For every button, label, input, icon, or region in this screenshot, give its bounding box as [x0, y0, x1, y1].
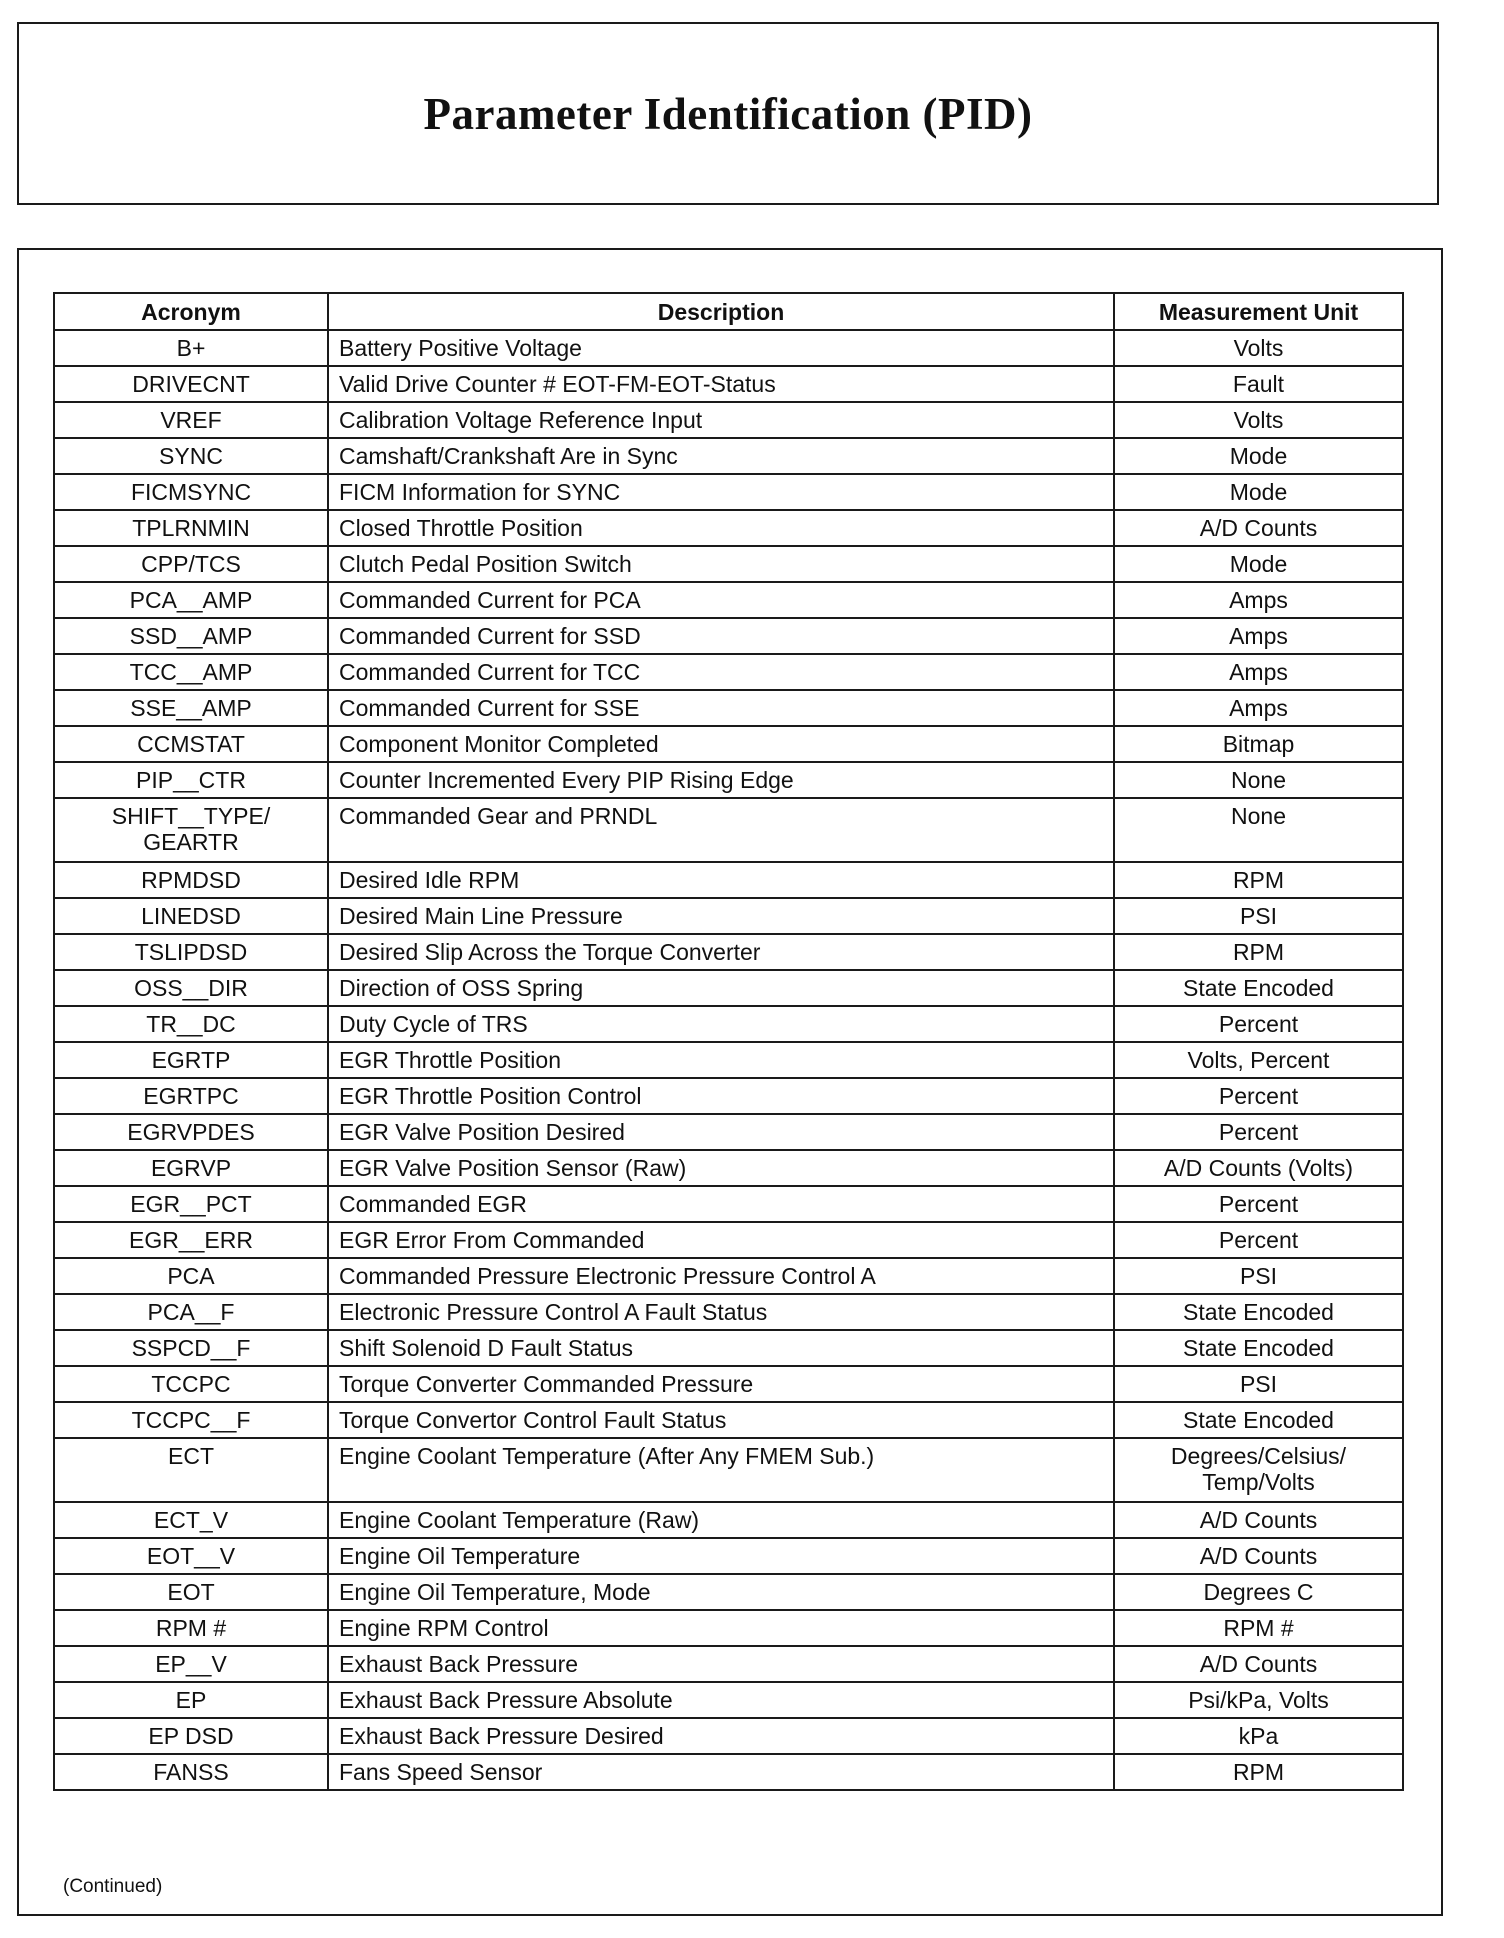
acronym-cell: EGRTP [54, 1042, 328, 1078]
unit-cell: Volts, Percent [1114, 1042, 1403, 1078]
acronym-cell: SHIFT__TYPE/ GEARTR [54, 798, 328, 862]
unit-cell: State Encoded [1114, 1330, 1403, 1366]
unit-cell: Percent [1114, 1114, 1403, 1150]
unit-cell: Percent [1114, 1186, 1403, 1222]
table-row [54, 798, 1403, 862]
pid-table [53, 292, 1404, 1791]
unit-cell: PSI [1114, 1258, 1403, 1294]
unit-cell: Psi/kPa, Volts [1114, 1682, 1403, 1718]
acronym-cell: ECT_V [54, 1502, 328, 1538]
acronym-cell: B+ [54, 330, 328, 366]
table-row [54, 546, 1403, 582]
unit-cell: Degrees/Celsius/ Temp/Volts [1114, 1438, 1403, 1502]
page-title: Parameter Identification (PID) [423, 88, 1033, 139]
unit-cell: None [1114, 762, 1403, 798]
table-row [54, 970, 1403, 1006]
acronym-cell: FANSS [54, 1754, 328, 1790]
description-cell: Electronic Pressure Control A Fault Status [328, 1294, 1114, 1330]
acronym-cell: RPMDSD [54, 862, 328, 898]
unit-cell: State Encoded [1114, 970, 1403, 1006]
unit-cell: Volts [1114, 402, 1403, 438]
table-row [54, 898, 1403, 934]
unit-cell: RPM # [1114, 1610, 1403, 1646]
unit-cell: PSI [1114, 1366, 1403, 1402]
description-cell: EGR Valve Position Desired [328, 1114, 1114, 1150]
acronym-cell: CCMSTAT [54, 726, 328, 762]
description-cell: Engine Oil Temperature [328, 1538, 1114, 1574]
description-cell: Engine Coolant Temperature (After Any FMEM Sub.) [328, 1438, 1114, 1502]
table-row [54, 934, 1403, 970]
acronym-cell: TR__DC [54, 1006, 328, 1042]
table-row [54, 1042, 1403, 1078]
table-row [54, 690, 1403, 726]
unit-cell: Bitmap [1114, 726, 1403, 762]
description-cell: Desired Main Line Pressure [328, 898, 1114, 934]
table-row [54, 366, 1403, 402]
unit-cell: kPa [1114, 1718, 1403, 1754]
unit-cell: Amps [1114, 690, 1403, 726]
unit-cell: State Encoded [1114, 1402, 1403, 1438]
acronym-cell: TCCPC [54, 1366, 328, 1402]
table-row [54, 1538, 1403, 1574]
table-row [54, 1438, 1403, 1502]
table-row [54, 1330, 1403, 1366]
unit-cell: A/D Counts [1114, 1502, 1403, 1538]
content-box [17, 248, 1443, 1916]
acronym-cell: TCC__AMP [54, 654, 328, 690]
table-row [54, 1682, 1403, 1718]
acronym-cell: RPM # [54, 1610, 328, 1646]
unit-cell: None [1114, 798, 1403, 862]
unit-cell: RPM [1114, 934, 1403, 970]
acronym-cell: EGRTPC [54, 1078, 328, 1114]
table-row [54, 1574, 1403, 1610]
unit-cell: Amps [1114, 618, 1403, 654]
description-cell: Commanded Gear and PRNDL [328, 798, 1114, 862]
acronym-cell: ECT [54, 1438, 328, 1502]
description-cell: Counter Incremented Every PIP Rising Edge [328, 762, 1114, 798]
unit-cell: A/D Counts [1114, 1646, 1403, 1682]
unit-cell: Volts [1114, 330, 1403, 366]
description-cell: Calibration Voltage Reference Input [328, 402, 1114, 438]
table-row [54, 510, 1403, 546]
description-cell: Commanded Current for SSD [328, 618, 1114, 654]
description-cell: Fans Speed Sensor [328, 1754, 1114, 1790]
table-row [54, 762, 1403, 798]
description-cell: Engine Coolant Temperature (Raw) [328, 1502, 1114, 1538]
acronym-cell: PCA__AMP [54, 582, 328, 618]
description-cell: Valid Drive Counter # EOT-FM-EOT-Status [328, 366, 1114, 402]
description-cell: Exhaust Back Pressure Desired [328, 1718, 1114, 1754]
description-cell: EGR Valve Position Sensor (Raw) [328, 1150, 1114, 1186]
description-cell: Commanded Current for PCA [328, 582, 1114, 618]
description-cell: Engine RPM Control [328, 1610, 1114, 1646]
table-row [54, 1718, 1403, 1754]
description-cell: Exhaust Back Pressure Absolute [328, 1682, 1114, 1718]
acronym-cell: EP [54, 1682, 328, 1718]
description-cell: Torque Convertor Control Fault Status [328, 1402, 1114, 1438]
unit-cell: A/D Counts [1114, 1538, 1403, 1574]
description-cell: Direction of OSS Spring [328, 970, 1114, 1006]
description-cell: Camshaft/Crankshaft Are in Sync [328, 438, 1114, 474]
acronym-cell: EP DSD [54, 1718, 328, 1754]
table-row [54, 1402, 1403, 1438]
acronym-cell: SSPCD__F [54, 1330, 328, 1366]
table-row [54, 1366, 1403, 1402]
unit-cell: Mode [1114, 438, 1403, 474]
acronym-cell: EOT__V [54, 1538, 328, 1574]
table-row [54, 474, 1403, 510]
continued-note: (Continued) [63, 1876, 163, 1897]
acronym-cell: EGRVPDES [54, 1114, 328, 1150]
acronym-cell: TPLRNMIN [54, 510, 328, 546]
description-cell: Desired Idle RPM [328, 862, 1114, 898]
acronym-cell: SYNC [54, 438, 328, 474]
acronym-cell: PIP__CTR [54, 762, 328, 798]
acronym-cell: EGR__ERR [54, 1222, 328, 1258]
acronym-cell: EGRVP [54, 1150, 328, 1186]
description-cell: EGR Throttle Position [328, 1042, 1114, 1078]
title-box [17, 22, 1439, 205]
description-cell: Closed Throttle Position [328, 510, 1114, 546]
acronym-cell: SSD__AMP [54, 618, 328, 654]
table-row [54, 402, 1403, 438]
description-cell: Shift Solenoid D Fault Status [328, 1330, 1114, 1366]
acronym-cell: LINEDSD [54, 898, 328, 934]
acronym-cell: OSS__DIR [54, 970, 328, 1006]
description-cell: Exhaust Back Pressure [328, 1646, 1114, 1682]
description-cell: Clutch Pedal Position Switch [328, 546, 1114, 582]
description-cell: Battery Positive Voltage [328, 330, 1114, 366]
table-row [54, 654, 1403, 690]
description-cell: Engine Oil Temperature, Mode [328, 1574, 1114, 1610]
table-row [54, 862, 1403, 898]
table-row [54, 1150, 1403, 1186]
table-row [54, 1502, 1403, 1538]
header-description: Description [328, 293, 1114, 330]
unit-cell: Amps [1114, 654, 1403, 690]
table-row [54, 1078, 1403, 1114]
unit-cell: A/D Counts [1114, 510, 1403, 546]
description-cell: Commanded Current for TCC [328, 654, 1114, 690]
unit-cell: Degrees C [1114, 1574, 1403, 1610]
table-row [54, 1114, 1403, 1150]
acronym-cell: PCA__F [54, 1294, 328, 1330]
table-row [54, 1006, 1403, 1042]
acronym-cell: CPP/TCS [54, 546, 328, 582]
unit-cell: RPM [1114, 862, 1403, 898]
description-cell: Torque Converter Commanded Pressure [328, 1366, 1114, 1402]
unit-cell: Fault [1114, 366, 1403, 402]
description-cell: Duty Cycle of TRS [328, 1006, 1114, 1042]
table-row [54, 1646, 1403, 1682]
table-row [54, 1610, 1403, 1646]
description-cell: FICM Information for SYNC [328, 474, 1114, 510]
acronym-cell: EGR__PCT [54, 1186, 328, 1222]
acronym-cell: SSE__AMP [54, 690, 328, 726]
table-row [54, 1754, 1403, 1790]
acronym-cell: EP__V [54, 1646, 328, 1682]
table-row [54, 1222, 1403, 1258]
unit-cell: PSI [1114, 898, 1403, 934]
table-row [54, 726, 1403, 762]
description-cell: Component Monitor Completed [328, 726, 1114, 762]
table-row [54, 330, 1403, 366]
unit-cell: Amps [1114, 582, 1403, 618]
unit-cell: Mode [1114, 546, 1403, 582]
acronym-cell: VREF [54, 402, 328, 438]
description-cell: Commanded Pressure Electronic Pressure Control A [328, 1258, 1114, 1294]
acronym-cell: EOT [54, 1574, 328, 1610]
table-row [54, 582, 1403, 618]
table-row [54, 618, 1403, 654]
description-cell: Commanded EGR [328, 1186, 1114, 1222]
table-body [54, 330, 1403, 1790]
header-acronym: Acronym [54, 293, 328, 330]
description-cell: Commanded Current for SSE [328, 690, 1114, 726]
description-cell: Desired Slip Across the Torque Converter [328, 934, 1114, 970]
unit-cell: Mode [1114, 474, 1403, 510]
description-cell: EGR Throttle Position Control [328, 1078, 1114, 1114]
unit-cell: Percent [1114, 1222, 1403, 1258]
acronym-cell: TSLIPDSD [54, 934, 328, 970]
table-row [54, 438, 1403, 474]
table-row [54, 1294, 1403, 1330]
table-row [54, 1258, 1403, 1294]
acronym-cell: PCA [54, 1258, 328, 1294]
unit-cell: Percent [1114, 1078, 1403, 1114]
table-row [54, 1186, 1403, 1222]
unit-cell: Percent [1114, 1006, 1403, 1042]
unit-cell: State Encoded [1114, 1294, 1403, 1330]
acronym-cell: DRIVECNT [54, 366, 328, 402]
acronym-cell: FICMSYNC [54, 474, 328, 510]
unit-cell: RPM [1114, 1754, 1403, 1790]
acronym-cell: TCCPC__F [54, 1402, 328, 1438]
table-header-row [54, 293, 1403, 330]
unit-cell: A/D Counts (Volts) [1114, 1150, 1403, 1186]
header-measurement-unit: Measurement Unit [1114, 293, 1403, 330]
description-cell: EGR Error From Commanded [328, 1222, 1114, 1258]
